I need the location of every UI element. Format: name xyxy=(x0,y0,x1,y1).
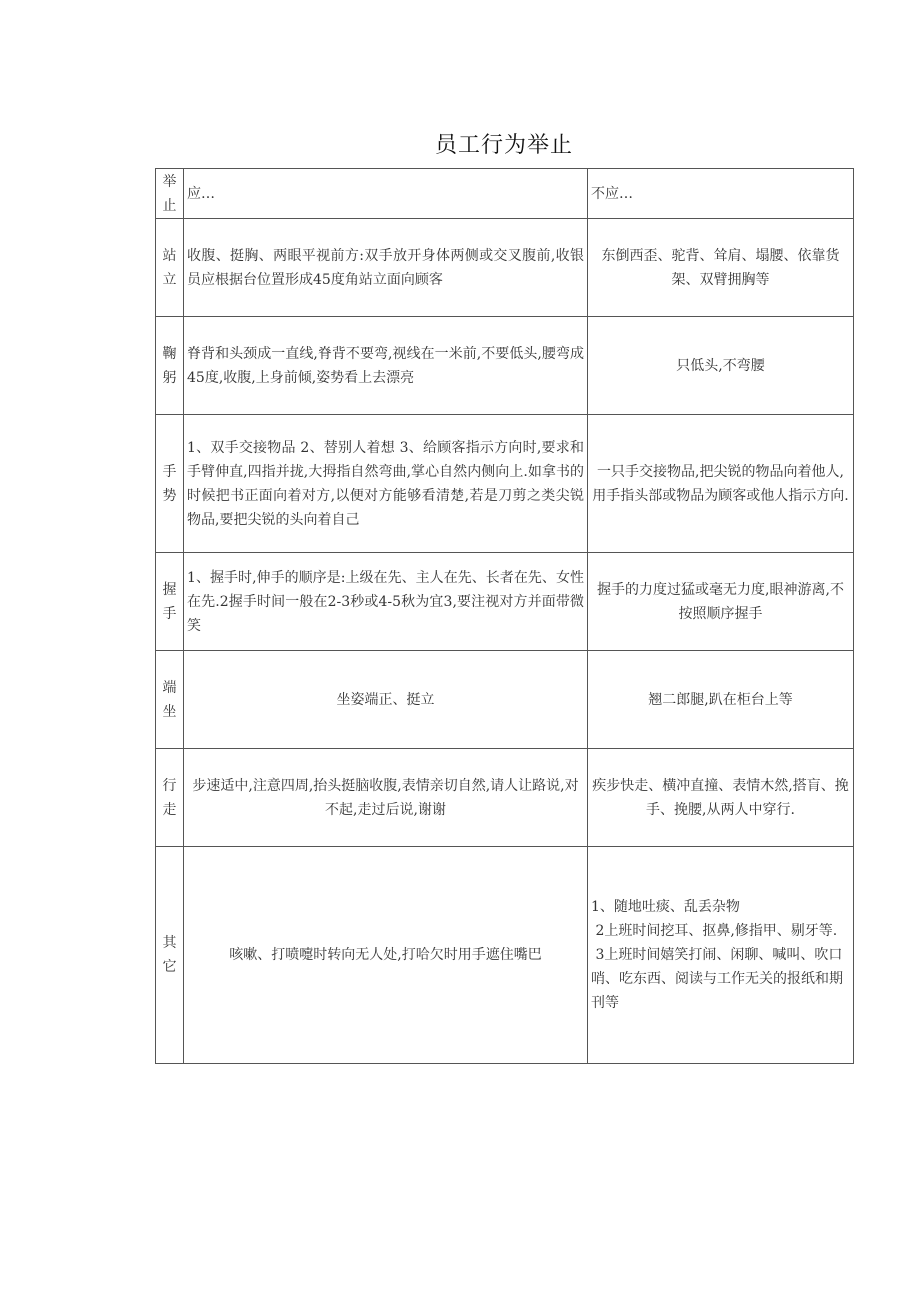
table-row xyxy=(156,847,854,1064)
table-row xyxy=(156,553,854,651)
row-label-bowing: 鞠躬 xyxy=(156,317,184,415)
row-should-not-handshake: 握手的力度过猛或毫无力度,眼神游离,不按照顺序握手 xyxy=(588,553,854,651)
header-label-cell: 举止 xyxy=(156,169,184,219)
should-not-other-line-1: 1、随地吐痰、乱丢杂物 xyxy=(591,899,740,915)
table-row xyxy=(156,415,854,553)
row-should-not-other xyxy=(588,847,854,1064)
row-label-sitting: 端坐 xyxy=(156,651,184,749)
row-should-handshake: 1、握手时,伸手的顺序是:上级在先、主人在先、长者在先、女性在先.2握手时间一般在2-3秒或4-5秋为宜3,要注视对方并面带微笑 xyxy=(184,553,588,651)
row-label-walking: 行走 xyxy=(156,749,184,847)
row-should-standing: 收腹、挺胸、两眼平视前方:双手放开身体两侧或交叉腹前,收银员应根据台位置形成45度角站立面向顾客 xyxy=(184,219,588,317)
row-should-walking: 步速适中,注意四周,抬头挺脑收腹,表情亲切自然,请人让路说,对不起,走过后说,谢谢 xyxy=(184,749,588,847)
row-should-not-gesture: 一只手交接物品,把尖锐的物品向着他人,用手指头部或物品为顾客或他人指示方向. xyxy=(588,415,854,553)
should-not-other-line-3: 3上班时间嬉笑打闹、闲聊、喊叫、吹口哨、吃东西、阅读与工作无关的报纸和期刊等 xyxy=(591,947,843,1011)
should-not-other-line-2: 2上班时间挖耳、抠鼻,修指甲、剔牙等. xyxy=(591,923,838,939)
table-row xyxy=(156,317,854,415)
header-should-cell: 应… xyxy=(184,169,588,219)
row-label-other: 其它 xyxy=(156,847,184,1064)
row-should-not-bowing: 只低头,不弯腰 xyxy=(588,317,854,415)
row-should-not-standing: 东倒西歪、驼背、耸肩、塌腰、依靠货架、双臂拥胸等 xyxy=(588,219,854,317)
conduct-table xyxy=(155,168,854,1064)
row-label-standing: 站立 xyxy=(156,219,184,317)
row-should-bowing: 脊背和头颈成一直线,脊背不要弯,视线在一米前,不要低头,腰弯成45度,收腹,上身前倾,姿势看上去漂亮 xyxy=(184,317,588,415)
table-header-row xyxy=(156,169,854,219)
header-should-not-cell: 不应… xyxy=(588,169,854,219)
table-row xyxy=(156,651,854,749)
table-row xyxy=(156,219,854,317)
row-should-gesture: 1、双手交接物品 2、替别人着想 3、给顾客指示方向时,要求和手臂伸直,四指并拢,大拇指自然弯曲,掌心自然内侧向上.如拿书的时候把书正面向着对方,以便对方能够看清楚,若是刀剪之类尖锐物品,要把尖锐的头向着自己 xyxy=(184,415,588,553)
row-should-other: 咳嗽、打喷嚏时转向无人处,打哈欠时用手遮住嘴巴 xyxy=(184,847,588,1064)
row-should-not-walking: 疾步快走、横冲直撞、表情木然,搭肓、挽手、挽腰,从两人中穿行. xyxy=(588,749,854,847)
table-row xyxy=(156,749,854,847)
row-label-handshake: 握手 xyxy=(156,553,184,651)
row-should-not-sitting: 翘二郎腿,趴在柜台上等 xyxy=(588,651,854,749)
row-should-sitting: 坐姿端正、挺立 xyxy=(184,651,588,749)
row-label-gesture: 手势 xyxy=(156,415,184,553)
document-title: 员工行为举止 xyxy=(434,133,573,158)
